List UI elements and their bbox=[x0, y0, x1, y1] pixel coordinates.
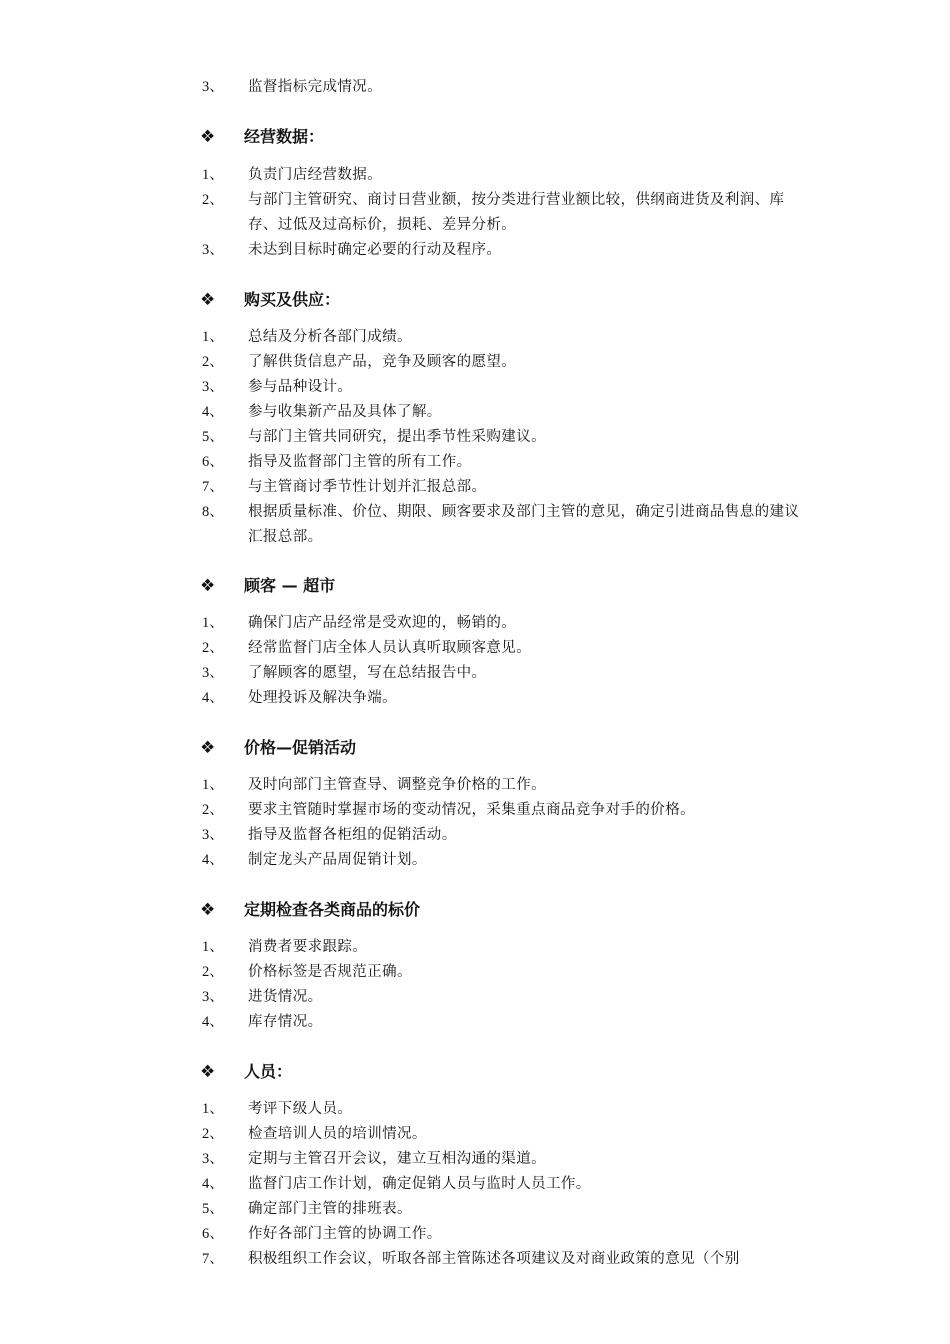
list-item bbox=[202, 823, 807, 848]
item-number: 1、 bbox=[202, 777, 224, 793]
item-text: 检查培训人员的培训情况。 bbox=[248, 1126, 427, 1142]
list-item bbox=[202, 425, 807, 450]
item-number: 2、 bbox=[202, 192, 224, 208]
list-item bbox=[202, 350, 807, 375]
item-text: 指导及监督各柜组的促销活动。 bbox=[248, 827, 457, 843]
item-text: 根据质量标准、价位、期限、顾客要求及部门主管的意见，确定引进商品售息的建议汇报总部。 bbox=[248, 504, 800, 545]
list-item bbox=[202, 935, 807, 960]
item-text: 库存情况。 bbox=[248, 1014, 323, 1030]
list-item bbox=[202, 1010, 807, 1035]
list-item bbox=[202, 1247, 807, 1272]
diamond-bullet-icon: ❖ bbox=[200, 738, 216, 758]
diamond-bullet-icon: ❖ bbox=[200, 900, 216, 920]
diamond-bullet-icon: ❖ bbox=[200, 1062, 216, 1082]
item-number: 6、 bbox=[202, 1226, 224, 1242]
list-item bbox=[202, 1122, 807, 1147]
item-number: 7、 bbox=[202, 479, 224, 495]
item-number: 4、 bbox=[202, 852, 224, 868]
item-number: 8、 bbox=[202, 504, 224, 520]
item-number: 4、 bbox=[202, 404, 224, 420]
item-number: 3、 bbox=[202, 1151, 224, 1167]
item-text: 参与收集新产品及具体了解。 bbox=[248, 404, 442, 420]
section-heading bbox=[200, 735, 800, 761]
item-number: 2、 bbox=[202, 1126, 224, 1142]
item-text: 制定龙头产品周促销计划。 bbox=[248, 852, 427, 868]
list-item bbox=[202, 960, 807, 985]
item-number: 1、 bbox=[202, 167, 224, 183]
item-number: 3、 bbox=[202, 989, 224, 1005]
item-number: 3、 bbox=[202, 665, 224, 681]
item-number: 4、 bbox=[202, 690, 224, 706]
item-number: 2、 bbox=[202, 640, 224, 656]
item-text: 价格标签是否规范正确。 bbox=[248, 964, 412, 980]
list-item bbox=[202, 475, 807, 500]
item-text: 监督门店工作计划，确定促销人员与监时人员工作。 bbox=[248, 1176, 591, 1192]
section-heading bbox=[200, 573, 800, 599]
list-item bbox=[202, 798, 807, 823]
list-item bbox=[202, 188, 807, 238]
item-text: 指导及监督部门主管的所有工作。 bbox=[248, 454, 472, 470]
list-item bbox=[202, 686, 807, 711]
list-item bbox=[202, 400, 807, 425]
item-number: 7、 bbox=[202, 1251, 224, 1267]
list-item bbox=[202, 1097, 807, 1122]
item-number: 4、 bbox=[202, 1014, 224, 1030]
list-item bbox=[202, 325, 807, 350]
item-text: 与部门主管共同研究，提出季节性采购建议。 bbox=[248, 429, 546, 445]
item-text: 确保门店产品经常是受欢迎的，畅销的。 bbox=[248, 615, 517, 631]
item-number: 3、 bbox=[202, 379, 224, 395]
item-text: 进货情况。 bbox=[248, 989, 323, 1005]
list-item bbox=[202, 773, 807, 798]
list-item bbox=[202, 1222, 807, 1247]
item-number: 1、 bbox=[202, 615, 224, 631]
list-item bbox=[202, 848, 807, 873]
item-text: 定期与主管召开会议，建立互相沟通的渠道。 bbox=[248, 1151, 546, 1167]
heading-text: 价格—促销活动 bbox=[244, 738, 357, 757]
item-text: 考评下级人员。 bbox=[248, 1101, 353, 1117]
item-number: 4、 bbox=[202, 1176, 224, 1192]
item-text: 与主管商讨季节性计划并汇报总部。 bbox=[248, 479, 487, 495]
section-heading bbox=[200, 1059, 800, 1085]
section-heading bbox=[200, 897, 800, 923]
item-number: 1、 bbox=[202, 1101, 224, 1117]
item-text: 要求主管随时掌握市场的变动情况，采集重点商品竞争对手的价格。 bbox=[248, 802, 695, 818]
heading-text: 定期检查各类商品的标价 bbox=[244, 900, 421, 919]
item-text: 确定部门主管的排班表。 bbox=[248, 1201, 412, 1217]
item-text: 作好各部门主管的协调工作。 bbox=[248, 1226, 442, 1242]
item-text: 负责门店经营数据。 bbox=[248, 167, 383, 183]
heading-text: 顾客 — 超市 bbox=[244, 576, 336, 595]
list-item bbox=[202, 636, 807, 661]
item-text: 监督指标完成情况。 bbox=[248, 79, 383, 95]
list-item bbox=[202, 1197, 807, 1222]
item-number: 3、 bbox=[202, 79, 224, 95]
item-number: 2、 bbox=[202, 964, 224, 980]
item-text: 了解供货信息产品，竞争及顾客的愿望。 bbox=[248, 354, 517, 370]
item-number: 2、 bbox=[202, 802, 224, 818]
section-heading bbox=[200, 287, 800, 313]
item-text: 参与品种设计。 bbox=[248, 379, 353, 395]
item-number: 6、 bbox=[202, 454, 224, 470]
diamond-bullet-icon: ❖ bbox=[200, 127, 216, 147]
list-item bbox=[202, 238, 807, 263]
diamond-bullet-icon: ❖ bbox=[200, 290, 216, 310]
item-text: 未达到目标时确定必要的行动及程序。 bbox=[248, 242, 502, 258]
item-number: 1、 bbox=[202, 939, 224, 955]
item-number: 5、 bbox=[202, 429, 224, 445]
heading-text: 经营数据： bbox=[244, 127, 325, 146]
diamond-bullet-icon: ❖ bbox=[200, 576, 216, 596]
item-text: 经常监督门店全体人员认真听取顾客意见。 bbox=[248, 640, 532, 656]
item-number: 5、 bbox=[202, 1201, 224, 1217]
item-number: 3、 bbox=[202, 242, 224, 258]
heading-text: 购买及供应： bbox=[244, 290, 341, 309]
list-item bbox=[202, 611, 807, 636]
section-heading bbox=[200, 124, 800, 150]
heading-text: 人员： bbox=[244, 1062, 293, 1081]
item-text: 消费者要求跟踪。 bbox=[248, 939, 368, 955]
item-number: 3、 bbox=[202, 827, 224, 843]
item-text: 了解顾客的愿望，写在总结报告中。 bbox=[248, 665, 487, 681]
item-number: 2、 bbox=[202, 354, 224, 370]
item-text: 积极组织工作会议，听取各部主管陈述各项建议及对商业政策的意见（个别 bbox=[248, 1251, 740, 1267]
list-item bbox=[202, 985, 807, 1010]
list-item bbox=[202, 75, 807, 100]
list-item bbox=[202, 1172, 807, 1197]
list-item bbox=[202, 1147, 807, 1172]
list-item bbox=[202, 661, 807, 686]
item-text: 总结及分析各部门成绩。 bbox=[248, 329, 412, 345]
item-text: 与部门主管研究、商讨日营业额，按分类进行营业额比较，供纲商进货及利润、库存、过低及过高标价，损耗、差异分析。 bbox=[248, 192, 785, 233]
list-item bbox=[202, 450, 807, 475]
list-item bbox=[202, 375, 807, 400]
list-item bbox=[202, 163, 807, 188]
item-text: 处理投诉及解决争端。 bbox=[248, 690, 397, 706]
item-number: 1、 bbox=[202, 329, 224, 345]
item-text: 及时向部门主管查导、调整竞争价格的工作。 bbox=[248, 777, 546, 793]
list-item bbox=[202, 500, 807, 550]
